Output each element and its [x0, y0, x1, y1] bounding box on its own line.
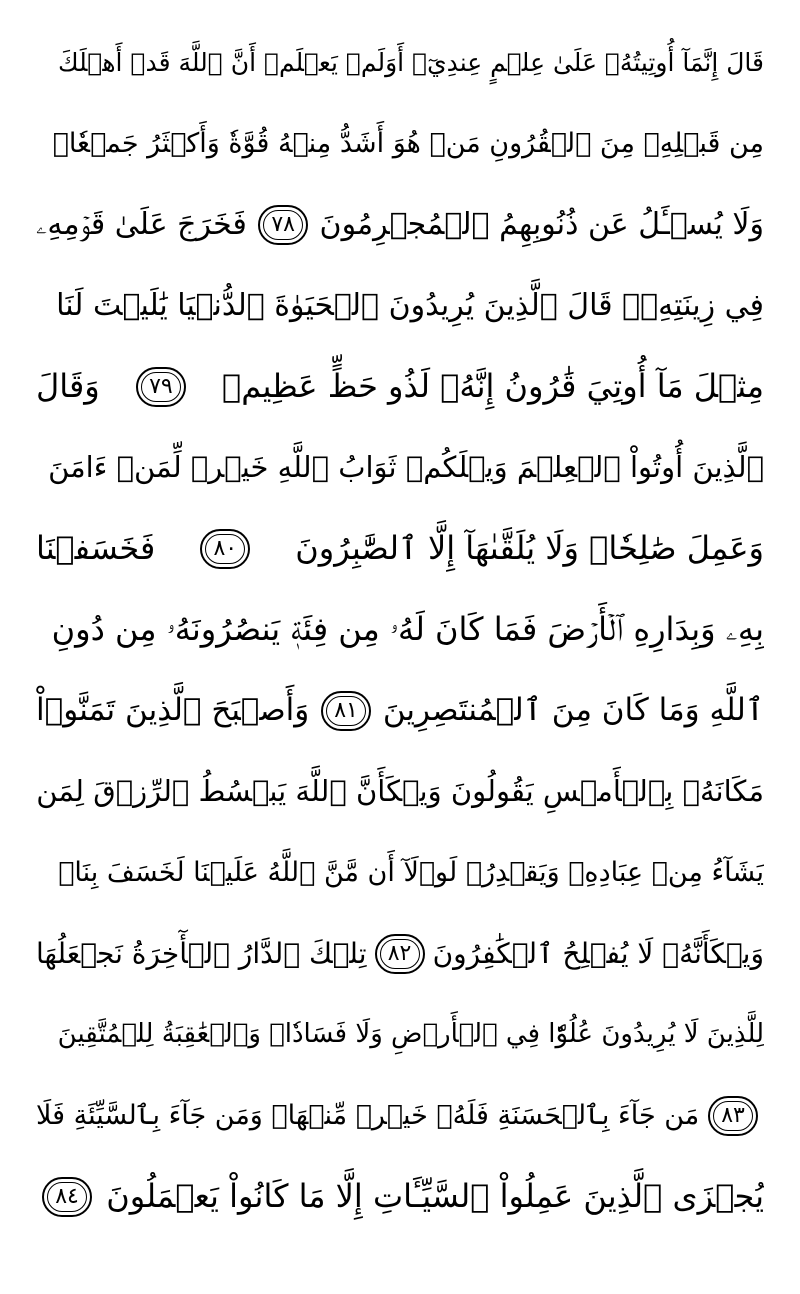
- verse-line: [36, 1075, 764, 1156]
- verse-line: [36, 346, 764, 427]
- verse-text: قَالَ إِنَّمَآ أُوتِيتُهُۥ عَلَىٰ عِلۡمٍ عِندِيٓۚ أَوَلَمۡ يَعۡلَمۡ أَنَّ ٱللَّهَ قَدۡ أَهۡلَكَ: [58, 48, 764, 77]
- verse-text: مِثۡلَ مَآ أُوتِيَ قَٰرُونُ إِنَّهُۥ لَذُو حَظٍّ عَظِيمٖ: [222, 367, 764, 405]
- verse-text: تِلۡكَ ٱلدَّارُ ٱلۡأٓخِرَةُ نَجۡعَلُهَا: [36, 937, 367, 970]
- verse-line: [36, 22, 764, 103]
- verse-text: فَخَسَفۡنَا: [36, 529, 156, 567]
- verse-text: بِهِۦ وَبِدَارِهِ ٱلۡأَرۡضَ فَمَا كَانَ لَهُۥ مِن فِئَةٖ يَنصُرُونَهُۥ مِن دُونِ: [51, 610, 764, 648]
- verse-text: وَلَا يُسۡـَٔلُ عَن ذُنُوبِهِمُ ٱلۡمُجۡرِمُونَ: [319, 207, 764, 242]
- ayah-number-marker: ٨١: [321, 691, 371, 731]
- ayah-number-marker: ٧٩: [136, 367, 186, 407]
- verse-line: [36, 832, 764, 913]
- verse-text: فَخَرَجَ عَلَىٰ قَوۡمِهِۦ: [36, 207, 247, 242]
- verse-text: مَكَانَهُۥ بِٱلۡأَمۡسِ يَقُولُونَ وَيۡكَأَنَّ ٱللَّهَ يَبۡسُطُ ٱلرِّزۡقَ لِمَن: [36, 774, 764, 808]
- verse-line: [36, 184, 764, 265]
- verse-line: [36, 994, 764, 1075]
- verse-line: [36, 589, 764, 670]
- verse-text: فِي زِينَتِهِۦۖ قَالَ ٱلَّذِينَ يُرِيدُونَ ٱلۡحَيَوٰةَ ٱلدُّنۡيَا يَٰلَيۡتَ لَنَا: [56, 288, 764, 323]
- verse-text: وَأَصۡبَحَ ٱلَّذِينَ تَمَنَّوۡاْ: [36, 692, 310, 728]
- verse-text: مَن جَآءَ بِٱلۡحَسَنَةِ فَلَهُۥ خَيۡرٞ مِّنۡهَاۖ وَمَن جَآءَ بِٱلسَّيِّئَةِ فَلَا: [36, 1100, 700, 1131]
- verse-line: [36, 427, 764, 508]
- verse-line: [36, 751, 764, 832]
- verse-text: يُجۡزَى ٱلَّذِينَ عَمِلُواْ ٱلسَّيِّـَٔاتِ إِلَّا مَا كَانُواْ يَعۡمَلُونَ: [106, 1177, 764, 1215]
- ayah-number-marker: ٨٠: [200, 529, 250, 569]
- verse-line: [36, 508, 764, 589]
- verse-text: يَشَآءُ مِنۡ عِبَادِهِۦ وَيَقۡدِرُۖ لَوۡلَآ أَن مَّنَّ ٱللَّهُ عَلَيۡنَا لَخَسَفَ بِنَاۖ: [58, 857, 764, 888]
- verse-line: [36, 670, 764, 751]
- verse-text: وَيۡكَأَنَّهُۥ لَا يُفۡلِحُ ٱلۡكَٰفِرُونَ: [432, 937, 764, 970]
- verse-text: ٱلَّذِينَ أُوتُواْ ٱلۡعِلۡمَ وَيۡلَكُمۡ ثَوَابُ ٱللَّهِ خَيۡرٞ لِّمَنۡ ءَامَنَ: [48, 450, 764, 484]
- verse-line: [36, 265, 764, 346]
- verse-text: لِلَّذِينَ لَا يُرِيدُونَ عُلُوّٗا فِي ٱلۡأَرۡضِ وَلَا فَسَادٗاۚ وَٱلۡعَٰقِبَةُ لِلۡمُتَّقِينَ: [57, 1019, 764, 1049]
- ayah-number-marker: ٨٢: [375, 934, 425, 974]
- verse-line: [36, 103, 764, 184]
- ayah-number-marker: ٨٤: [42, 1177, 92, 1217]
- verse-text: مِن قَبۡلِهِۦ مِنَ ٱلۡقُرُونِ مَنۡ هُوَ أَشَدُّ مِنۡهُ قُوَّةٗ وَأَكۡثَرُ جَمۡعٗاۚ: [52, 128, 764, 159]
- ayah-number-marker: ٧٨: [258, 205, 308, 245]
- verse-line: [36, 913, 764, 994]
- ayah-number-marker: ٨٣: [708, 1096, 758, 1136]
- verse-line: [36, 1156, 764, 1237]
- verse-text: وَقَالَ: [36, 367, 100, 405]
- verse-text: ٱللَّهِ وَمَا كَانَ مِنَ ٱلۡمُنتَصِرِينَ: [382, 692, 764, 728]
- verse-text: وَعَمِلَ صَٰلِحٗاۚ وَلَا يُلَقَّىٰهَآ إِلَّا ٱلصَّٰبِرُونَ: [295, 529, 764, 567]
